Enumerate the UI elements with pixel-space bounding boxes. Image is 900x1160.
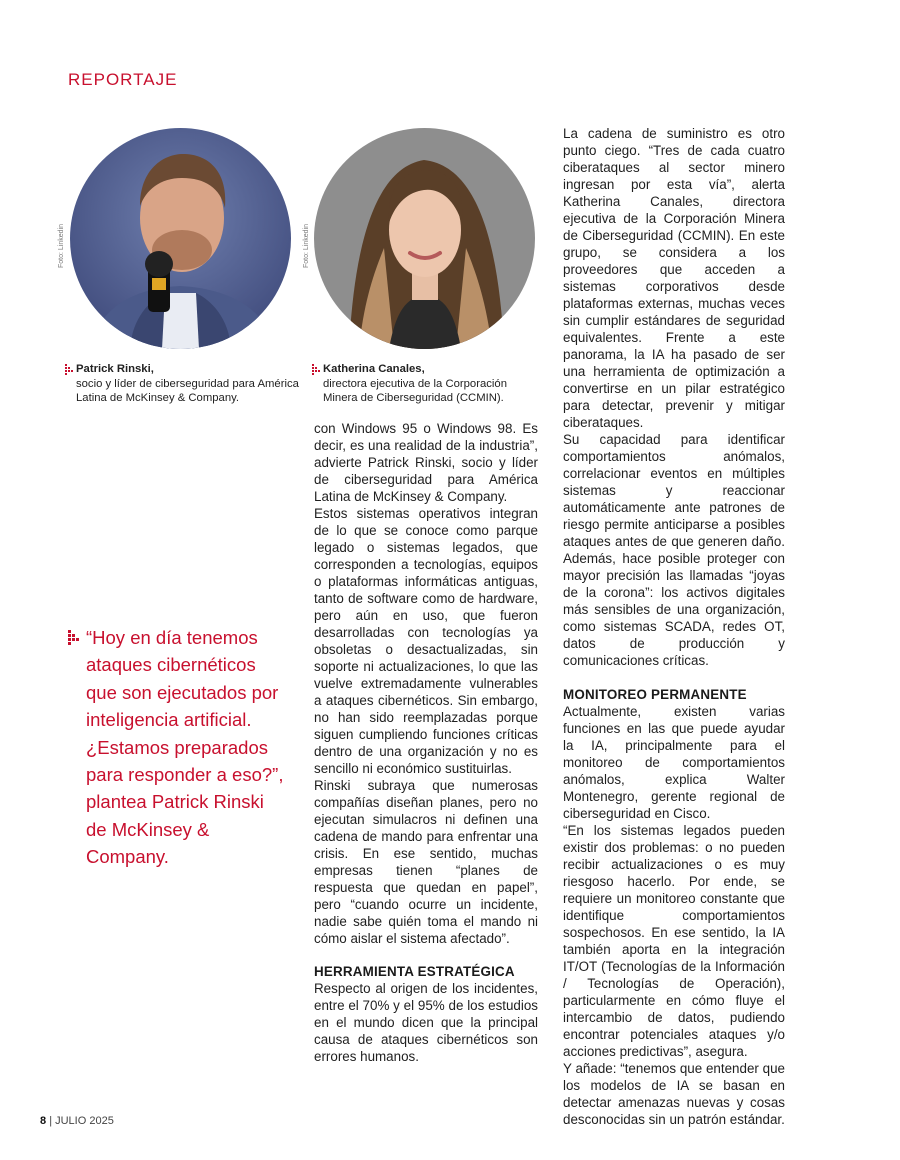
caption-name: Katherina Canales, (323, 363, 425, 375)
caption-left (76, 362, 301, 406)
paragraph: con Windows 95 o Windows 98. Es decir, es una realidad de la industria”, advierte Patrick Rinski, socio y líder de ciberseguridad para América Latina de McKinsey & Company. (314, 421, 538, 504)
caption-name: Patrick Rinski, (76, 363, 154, 375)
bullet-marker-icon (68, 630, 80, 645)
caption-right (323, 362, 533, 406)
paragraph: Su capacidad para identificar comportamientos anómalos, correlacionar eventos en múltiples sistemas y reaccionar automáticamente ante patrones de riesgo permite anticiparse a posibles ataques antes de que generen daño. Además, hace posible proteger con mayor precisión las llamadas “joyas de la corona”: los activos digitales más sensibles de una organización, como sistemas SCADA, redes OT, datos de producción y comunicaciones críticas. (563, 432, 785, 668)
caption-role: socio y líder de ciberseguridad para América Latina de McKinsey & Company. (76, 377, 299, 404)
photo-credit-right: Foto: Linkedin (303, 224, 310, 268)
pull-quote (68, 624, 286, 871)
photo-katherina-canales (314, 128, 535, 349)
section-heading: HERRAMIENTA ESTRATÉGICA (314, 964, 515, 979)
page-number: 8 (40, 1115, 47, 1127)
article-column-right (563, 125, 785, 1128)
paragraph: Y añade: “tenemos que entender que los modelos de IA se basan en detectar amenazas nuevas y cosas desconocidas sin un patrón estándar. (563, 1061, 785, 1127)
bullet-marker-icon (65, 364, 73, 375)
page-footer (40, 1115, 114, 1127)
paragraph: Rinski subraya que numerosas compañías diseñan planes, pero no ejecutan simulacros ni definen una cadena de mando para enfrentar una crisis. En ese sentido, muchas empresas tienen “planes de respuesta que quedan en papel”, pero “cuando ocurre un incidente, nadie sabe quién toma el mando ni cómo aislar el sistema afectado”. (314, 778, 538, 946)
paragraph: Actualmente, existen varias funciones en las que puede ayudar la IA, principalmente para el monitoreo de comportamientos anómalos, explica Walter Montenegro, gerente regional de ciberseguridad en Cisco. (563, 704, 785, 821)
paragraph: “En los sistemas legados pueden existir dos problemas: o no pueden recibir actualizaciones o es muy riesgoso hacerlo. Por ende, se requiere un monitoreo constante que identifique comportamientos sospechosos. En ese sentido, la IA también aporta en la integración IT/OT (Tecnologías de la Información / Tecnologías de Operación), particularmente en cómo fluye el intercambio de datos, pudiendo encontrar potenciales ataques y/o acciones predictivas”, asegura. (563, 823, 785, 1059)
photo-patrick-rinski (70, 128, 291, 349)
pull-quote-text: “Hoy en día tenemos ataques cibernéticos que son ejecutados por inteligencia artificial. ¿Estamos preparados para responder a eso?”, plantea Patrick Rinski de McKinsey & Company. (86, 627, 284, 868)
article-column-middle (314, 420, 538, 1065)
issue-date: JULIO 2025 (55, 1115, 114, 1127)
section-heading: MONITOREO PERMANENTE (563, 687, 747, 702)
bullet-marker-icon (312, 364, 320, 375)
caption-role: directora ejecutiva de la Corporación Minera de Ciberseguridad (CCMIN). (323, 377, 507, 404)
paragraph: La cadena de suministro es otro punto ciego. “Tres de cada cuatro ciberataques al sector minero ingresan por esta vía”, alerta Katherina Canales, directora ejecutiva de la Corporación Minera de Ciberseguridad (CCMIN). En este grupo, se considera a los proveedores que acceden a sistemas corporativos desde plataformas externas, muchas veces sin cumplir estándares de seguridad equivalentes. Frente a este panorama, la IA ha pasado de ser una herramienta de optimización a convertirse en un pilar estratégico para detectar, prevenir y mitigar ciberataques. (563, 126, 785, 430)
paragraph: Respecto al origen de los incidentes, entre el 70% y el 95% de los estudios en el mundo dicen que la principal causa de ataques cibernéticos son errores humanos. (314, 981, 538, 1064)
paragraph: Estos sistemas operativos integran de lo que se conoce como parque legado o sistemas legados, que corresponden a tecnologías, equipos o plataformas informáticas antiguas, tanto de software como de hardware, pero aún en uso, que fueron desarrolladas con tecnologías ya obsoletas o desactualizadas, sin soporte ni actualizaciones, lo que las vuelve extremadamente vulnerables a ataques cibernéticos. Sin embargo, no han sido reemplazadas porque siguen cumpliendo funciones críticas dentro de una organización y no es sencillo ni económico sustituirlas. (314, 506, 538, 776)
section-label: REPORTAJE (68, 70, 178, 89)
photo-credit-left: Foto: Linkedin (58, 224, 65, 268)
footer-separator: | (49, 1115, 53, 1127)
